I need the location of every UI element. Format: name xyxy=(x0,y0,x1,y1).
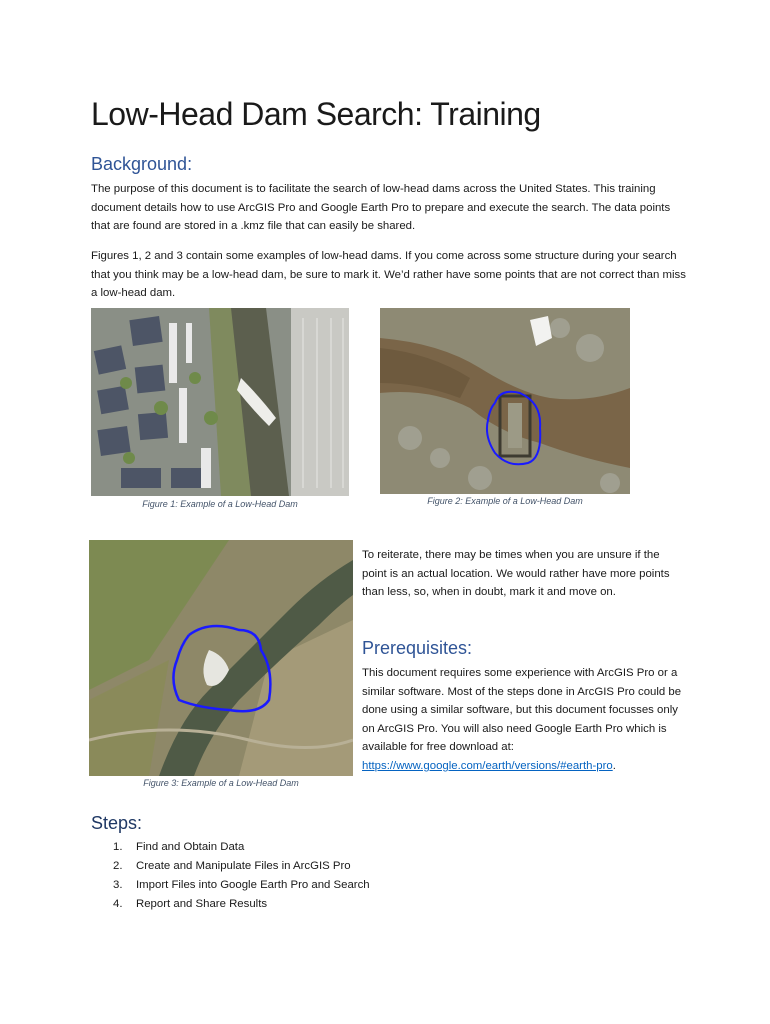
step-item-2: 2. Create and Manipulate Files in ArcGIS Pro xyxy=(113,860,351,872)
steps-list xyxy=(91,838,370,914)
step-item-1: 1. Find and Obtain Data xyxy=(113,841,245,853)
google-earth-pro-link[interactable]: https://www.google.com/earth/versions/#earth-pro xyxy=(362,759,613,772)
prerequisites-paragraph xyxy=(362,664,687,776)
link-suffix: . xyxy=(612,759,616,772)
figure-1-image xyxy=(91,308,349,496)
background-paragraph-1: The purpose of this document is to facilitate the search of low-head dams across the United States. This training document details how to use ArcGIS Pro and Google Earth Pro to prepare and execute the search. The data points that are found are stored in a .kmz file that can easily be shared. xyxy=(91,183,671,233)
step-item-4: 4. Report and Share Results xyxy=(113,898,268,910)
page-title: Low-Head Dam Search: Training xyxy=(91,96,541,132)
figure-2-caption: Figure 2: Example of a Low-Head Dam xyxy=(427,496,583,506)
figure-2-image xyxy=(380,308,630,494)
reiterate-paragraph: To reiterate, there may be times when you are unsure if the point is an actual location. We would rather have more points than less, so, when in doubt, mark it and move on. xyxy=(362,549,670,599)
figure-3-caption: Figure 3: Example of a Low-Head Dam xyxy=(143,778,299,788)
prerequisites-heading: Prerequisites: xyxy=(362,638,473,658)
background-heading: Background: xyxy=(91,154,193,174)
steps-heading: Steps: xyxy=(91,813,143,833)
background-paragraph-2: Figures 1, 2 and 3 contain some examples of low-head dams. If you come across some structure during your search that you think may be a low-head dam, be sure to mark it. We’d rather have some points that are not correct than miss a low-head dam. xyxy=(91,250,686,300)
figure-1-caption: Figure 1: Example of a Low-Head Dam xyxy=(142,499,298,509)
prerequisites-text: This document requires some experience with ArcGIS Pro or a similar software. Most of the steps done in ArcGIS Pro could be done using a similar software, but this document focusses only on ArcGIS Pro. You will also need Google Earth Pro which is available for free download at: xyxy=(362,667,682,754)
figure-3-image xyxy=(89,540,353,776)
step-item-3: 3. Import Files into Google Earth Pro and Search xyxy=(113,879,370,891)
